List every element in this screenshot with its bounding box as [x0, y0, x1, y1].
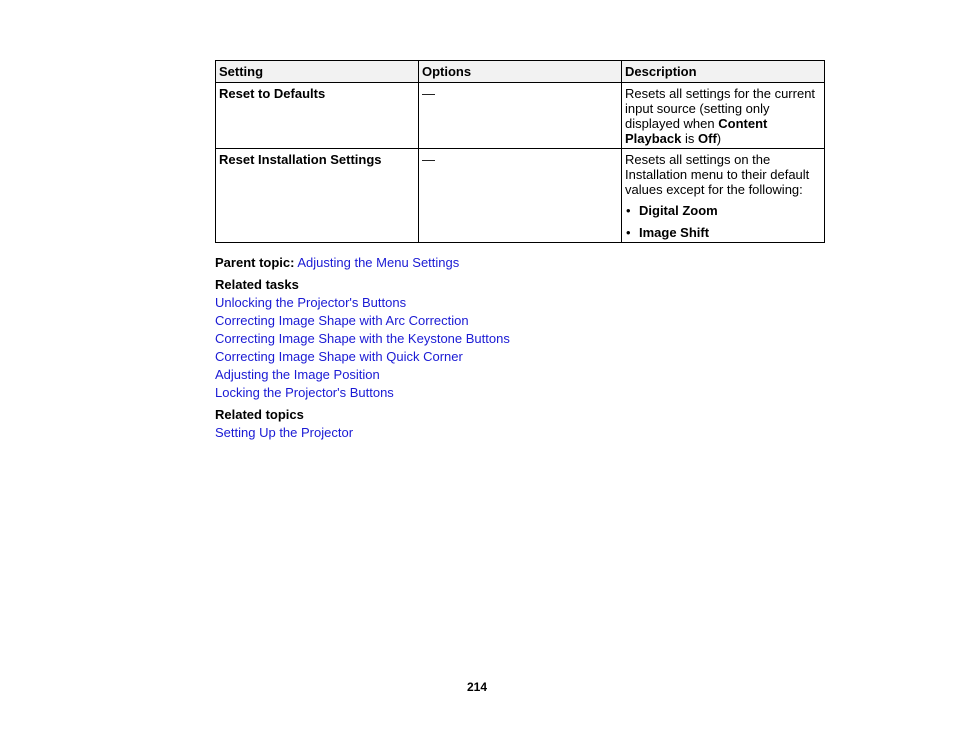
- related-tasks-heading: Related tasks: [215, 277, 299, 292]
- settings-table: [215, 60, 825, 243]
- column-header-setting: Setting: [216, 61, 419, 83]
- table-row: [216, 83, 825, 149]
- description-text: [625, 86, 821, 146]
- related-links: [215, 254, 815, 442]
- column-header-options: Options: [419, 61, 622, 83]
- page-number: 214: [466, 680, 488, 694]
- options-cell: —: [419, 83, 622, 149]
- description-bold: Off: [698, 131, 717, 146]
- list-item: • Digital Zoom: [625, 203, 821, 218]
- description-bold: Content Playback: [625, 116, 768, 146]
- description-text: Resets all settings on the Installation menu to their default values except for the following:: [625, 152, 810, 197]
- description-cell: [622, 149, 825, 243]
- related-task-link[interactable]: Unlocking the Projector's Buttons: [215, 295, 407, 310]
- parent-topic: [215, 254, 815, 272]
- description-part: Resets all settings for the current input source (setting only displayed when: [625, 86, 816, 131]
- exception-list: [625, 203, 821, 240]
- related-task-link[interactable]: Correcting Image Shape with the Keystone Buttons: [215, 331, 510, 346]
- description-part: is: [681, 131, 698, 146]
- options-cell: —: [419, 149, 622, 243]
- table-row: [216, 149, 825, 243]
- parent-topic-link[interactable]: Adjusting the Menu Settings: [297, 255, 460, 270]
- related-task-link[interactable]: Correcting Image Shape with Quick Corner: [215, 349, 463, 364]
- setting-cell: Reset Installation Settings: [216, 149, 419, 243]
- description-cell: [622, 83, 825, 149]
- related-topics-heading: Related topics: [215, 407, 304, 422]
- list-item: • Image Shift: [625, 225, 821, 240]
- related-task-link[interactable]: Locking the Projector's Buttons: [215, 385, 394, 400]
- table-header-row: [216, 61, 825, 83]
- description-part: ): [716, 131, 722, 146]
- parent-topic-label: Parent topic:: [215, 255, 295, 270]
- related-topic-link[interactable]: Setting Up the Projector: [215, 425, 354, 440]
- related-task-link[interactable]: Correcting Image Shape with Arc Correction: [215, 313, 469, 328]
- setting-cell: Reset to Defaults: [216, 83, 419, 149]
- column-header-description: Description: [622, 61, 825, 83]
- related-task-link[interactable]: Adjusting the Image Position: [215, 367, 380, 382]
